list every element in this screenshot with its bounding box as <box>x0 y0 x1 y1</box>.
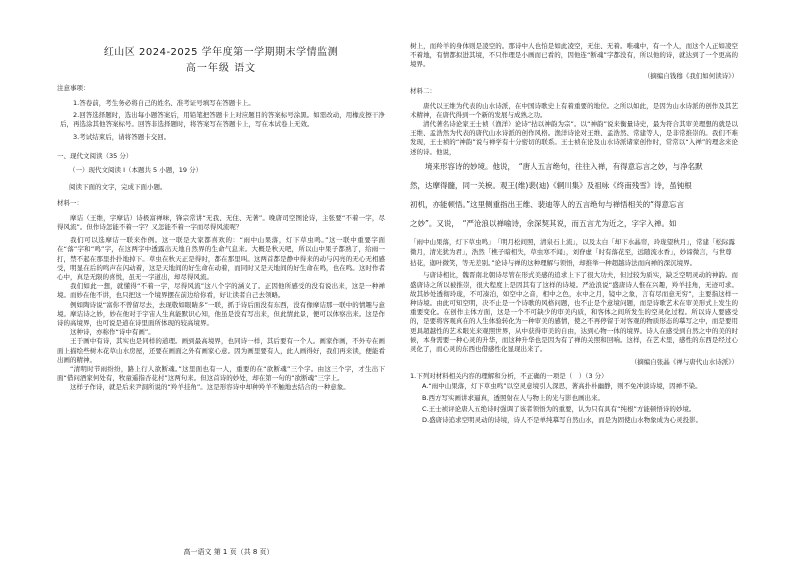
passage-paragraph: 我们可以选摩诘一联来作例。这一联是大家都喜欢的：“雨中山果落，灯下草虫鸣。”这一联中重要字面在“落”字和“鸣”字，在这两字中透露出天地自然界的生命气息来。大概是秋天吧，所以山中果子都熟了，给雨一打，禁不起在那里扑扑地掉下。草虫在秋天正是得时，都在那里叫。这两首都是静中得来的动与闪亮的无心无相感受，明显在后的鸣声在闪动着，这是天地间的好生命在动着，而同时又是天地间的好生命在鸣，也在鸣。这时作者心中，真是无限的喜悦，虽无一字道出，却尽得风流。 <box>57 236 385 282</box>
subsection-heading: （一）现代文阅读 I（本题共 5 小题，19 分） <box>69 165 203 174</box>
passage-paragraph: 王于画中有诗，其实也是同样的道理。画到最高境界，也同诗一样，其后要有一个人。画家作画，不外专在画面上描绘些树木花草山水房屋，还要在画面之外有画家心意。因为画里要有人，此人画得好，我们再来读，便能看出画的精神。 <box>57 337 385 364</box>
passage-paragraph: 例如陶诗说“富你不曾留尽去，去现敬如眼睛多”一联，抓于诗后面没有东西，没有像摩诘那一联中的情趣与意境。摩诘诗之妙，妙在他对于宇宙人生真能默识心知，他虽是没有写出来，但此情此景，便可以体察出来。这是作诗的高境界，也可说是道在诗里面所体现的较高境界。 <box>57 300 385 328</box>
exam-subtitle: 高一年级 语文 <box>185 63 257 74</box>
page-footer: 高一语文 第 1 页（共 8 页） <box>183 548 274 556</box>
passage-paragraph: 与唐诗相比，魏晋南北朝诗尽管在形式美感的追求上下了很大功夫，但过较为质实，缺乏空明灵动的神韵。而盛唐诗之所以被推崇，很大程度上是因其有了这样的诗境。严沧浪说“盛唐诗人惟在兴趣，羚羊挂角，无迹可求。故其妙处透彻玲珑，不可凑泊，如空中之音，相中之色，水中之月，镜中之象，言有尽而意无穷”，主要指这样一种诗境。由此可知空明，决不止是一个诗歌的风格问题，也不止是个意境问题，而是诗歌艺术在审美形式上发生的重要变化。在创作主体方面，这是一个不可缺少的审美内质，和客体之间所发生的空灵化过程。所以诗人要感受的，是要将客观真在的人生体验转化为一种审美的感情，使之不再停留于对客观的物质形态的摹写之中，而是要用更具超越性的艺术眼光来观照世界，从中获得审美的自由，达到心物一体的境界。诗人在感受到自然之中的美的时候，本身需要一种心灵的升华，而这种升华也是因为有了禅的关照和回响。这样，在艺术里，感性的东西是经过心灵化了，而心灵的东西也借感性化显现出来了。 <box>410 271 738 353</box>
question-option: C.王士祯评论唐人五绝诗时强调了该者领悟为的重要，认为只有具有“纯根”方能顿悟诗的妙境。 <box>422 404 696 413</box>
right-column <box>397 0 794 561</box>
quoted-line: 境来形容诗的妙境。他说， “唐人五言绝句，往往入禅，有得意忘言之妙，与净名默 <box>425 161 703 171</box>
passage-paragraph: 树上，而羚羊的身体则是凌空的。那诗中人也怕是如此凌空，无住、无着。唯魂中，有一个人，而这个人正如凌空不着地，有情都拟进其境，不只作理是小画而已看的，因他连“断魂”字都没有，所以他的诗，就达到了一个更高的境界。 <box>410 42 738 69</box>
passage-paragraph: 这样子作诗，就是后来尹洞所说的“羚羊挂角”。这是形容诗中却种羚羊不触地去结合的一种意象。 <box>70 383 350 392</box>
question-option: B.西方写实画讲求逼真，透照射在人与物上的光与影也画出来。 <box>422 393 605 402</box>
exam-title: 红山区 2024-2025 学年度第一学期期末学情监测 <box>103 47 339 58</box>
notice-item: 1.答卷前，考生务必将自己的姓名、准考证号填写在答题卡上。 <box>73 99 255 107</box>
question-stem: 1.下列对材料相关内容的理解和分析，不正确的一项是（ ）（3 分） <box>410 372 608 381</box>
passage-paragraph: 我们如此一想，就懂得“不着一字，尽得风流”这八个字的涵义了。正因他所感受的没有说出来，这是一种禅境。而妙在他不讲，也只把这一个境界摆在前边给你看，好让读者自己去领略。 <box>57 282 385 300</box>
passage-paragraph: 摩诘（王维，字摩诘）诗极富禅味，锋宗常讲“无我、无住、无著”。晚唐司空图论诗，主张要“不着一字，尽得风流”。但作诗怎能不着一字？又怎能不着一字而尽得风流呢？ <box>57 213 385 232</box>
question-option: D.盛唐诗追求空明灵动的诗境，诗人不是单纯摹写自然山水，而是为固使山水物象成为心灵投影。 <box>422 415 703 424</box>
notice-item: 3.考试结束后，请将答题卡交回。 <box>73 132 171 141</box>
quoted-line: 初机，亦能顿悟。”这里侧重指出王维、裴迪等人的五言绝句与禅悟相关的“得意忘言 <box>410 199 685 209</box>
quoted-line: 之妙”。又说， “严沧浪以禅喻诗，余深契其说，而五言尤为近之，字字入禅。如 <box>410 218 677 228</box>
poem-quote: 「雨中山果落，灯下草虫鸣」 「明月松间照，清泉石上流」，以及太白「却下水晶帘，玲珑望秋月」，常建「松际露微月，清光犹为君」，浩然「樵子暗相失，草虫寒不闻」，刘眘虚「时有落花至，远随流水香」，妙谛微言，与世尊拈花，迦叶微笑，等无差别。”论诗与禅的这种理解与领悟，却推举一种超越诗法而向禅的深沉境界。 <box>410 237 735 267</box>
material-label: 材料一： <box>57 198 83 207</box>
quoted-line: 然，达摩得髓，同一关棙。观王(维)裴(迪)《辋川集》及祖咏《终南残雪》诗，虽钝根 <box>410 180 692 190</box>
passage-paragraph: 这种诗，亦称作“诗中有画”。 <box>70 328 155 337</box>
passage-paragraph: 清代著名诗论家王士祯（渔洋）论诗“拈以神韵为宗”。以“神韵”说来衡量诗史，最为符合其审美理想的就是以王维、孟浩然为代表的唐代山水诗派的创作风格。渔洋诗论对王维、孟浩然、常建等人，是非常推崇的。我们不难发现，王士祯的“神韵”说与禅学有十分密切的联系。王士祯在论及山水诗派诸家创作时，常常以“入禅”的理念来论述的诗。他说， <box>410 120 738 156</box>
question-option: A.“雨中山果落，灯下草虫鸣”以空灵意境引人深思，著高扑朴幽静，则不免冲淡诗境，因禅不染。 <box>422 382 702 391</box>
material-label: 材料二： <box>410 86 436 95</box>
reading-instruction: 阅读下面的文字，完成下面小题。 <box>69 182 167 191</box>
source-credit: （摘编自张晶《禅与唐代山水诗派》） <box>630 358 738 367</box>
notice-label: 注意事项： <box>57 84 90 92</box>
source-credit: （摘编自钱穆《我们如何读诗》） <box>643 71 738 80</box>
section-heading: 一、现代文阅读（35 分） <box>57 151 133 160</box>
passage-paragraph: “清明时节雨纷纷，路上行人欲断魂。”这里面也有一人，重要的在“欲断魂”三个字。由这三个字，才生出下面“借问酒家何处有，牧童遥指杏花村”这两句来。但这首诗的妙处，却在第一句的“欲断魂”三字上。 <box>57 365 385 383</box>
passage-paragraph: 唐代以王维为代表的山水诗派，在中国诗歌史上有着重要的地位。之所以如此，是因为山水诗派的创作及其艺术精神，在唐代得到一个新的发展与成熟之功。 <box>410 101 738 119</box>
notice-item: 2.回答选择题时，选出每小题答案后，用铅笔把答题卡上对应题目的答案标号涂黑。如需改动，用橡皮擦干净后，再选涂其他答案标号。回答非选择题时，将答案写在答题卡上，写在本试卷上无效。 <box>60 111 385 129</box>
